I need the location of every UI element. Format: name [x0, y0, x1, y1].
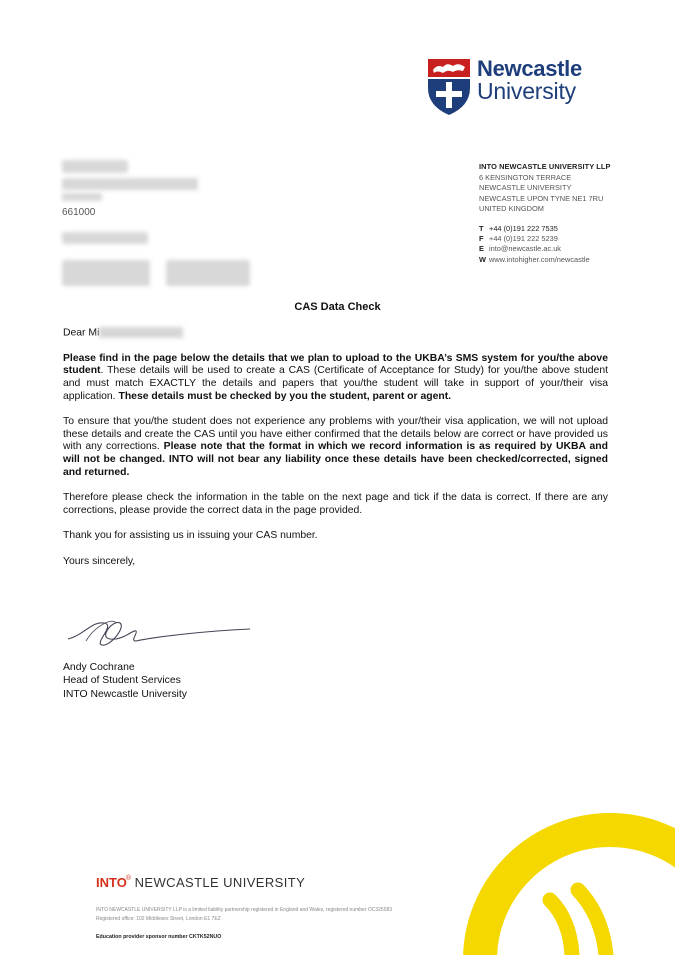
paragraph-3: Therefore please check the information in the table on the next page and tick if the data is correct. If there are any corrections, please provide the correct data in the page provided.	[63, 492, 608, 516]
footer-legal-text: INTO NEWCASTLE UNIVERSITY LLP is a limited liability partnership registered in England and Wales, registered number OC325583 Registered office: 102 Middlesex Street, London E1 7EZ	[96, 907, 393, 922]
contact-phone: T +44 (0)191 222 7535	[479, 224, 558, 233]
address-line: NEWCASTLE UNIVERSITY	[479, 183, 572, 192]
university-logo	[427, 56, 602, 118]
signatory-role: Head of Student Services	[63, 675, 181, 687]
sender-org: INTO NEWCASTLE UNIVERSITY LLP	[479, 162, 611, 171]
closing: Yours sincerely,	[63, 555, 136, 567]
contact-fax: F +44 (0)191 222 5239	[479, 234, 558, 244]
signatory-org: INTO Newcastle University	[63, 688, 187, 700]
handwritten-signature	[64, 601, 254, 651]
sponsor-number: Education provider sponsor number CKTK52NUO	[96, 934, 222, 940]
university-name-line1: Newcastle	[477, 56, 582, 81]
redacted-recipient-line	[62, 178, 198, 190]
redacted-date	[62, 232, 148, 244]
yellow-swoosh-graphic	[450, 790, 675, 955]
paragraph-2: To ensure that you/the student does not experience any problems with your/their visa application, we will not upload these details and create the CAS until you have either confirmed that the details below are correct or have provided us with any corrections. Please note that the format in which we record information is as required by UKBA and will not be changed. INTO will not bear any liability once these details have been checked/corrected, signed and returned.	[63, 416, 608, 478]
letter-title: CAS Data Check	[294, 301, 381, 313]
recipient-number: 661000	[62, 207, 96, 218]
address-line: NEWCASTLE UPON TYNE NE1 7RU	[479, 193, 604, 203]
paragraph-4: Thank you for assisting us in issuing your CAS number.	[63, 530, 318, 542]
sender-contacts	[479, 224, 590, 265]
into-footer-logo: INTO® NEWCASTLE UNIVERSITY	[96, 875, 306, 890]
address-line: 6 KENSINGTON TERRACE	[479, 172, 572, 182]
signatory-block	[63, 661, 187, 701]
university-name-line2: University	[477, 78, 576, 104]
redacted-recipient-line	[62, 193, 102, 201]
letter-body	[63, 327, 608, 582]
redacted-name	[99, 327, 183, 338]
signatory-name: Andy Cochrane	[63, 662, 135, 673]
redacted-recipient-name	[62, 160, 128, 173]
greeting: Dear Mi	[63, 327, 608, 340]
redacted-reference	[62, 260, 150, 286]
contact-web[interactable]: W www.intohigher.com/newcastle	[479, 254, 590, 264]
redacted-reference	[166, 260, 250, 286]
paragraph-1: Please find in the page below the details that we plan to upload to the UKBA’s SMS system for you/the above student. These details will be used to create a CAS (Certificate of Acceptance for Study) for you/the above student and must match EXACTLY the details and papers that you/the student will take in support of your/their visa application. These details must be checked by you the student, parent or agent.	[63, 352, 608, 402]
contact-email[interactable]: E into@newcastle.ac.uk	[479, 244, 562, 254]
shield-crest-icon	[427, 58, 471, 116]
sender-address	[479, 162, 611, 215]
address-line: UNITED KINGDOM	[479, 204, 544, 213]
